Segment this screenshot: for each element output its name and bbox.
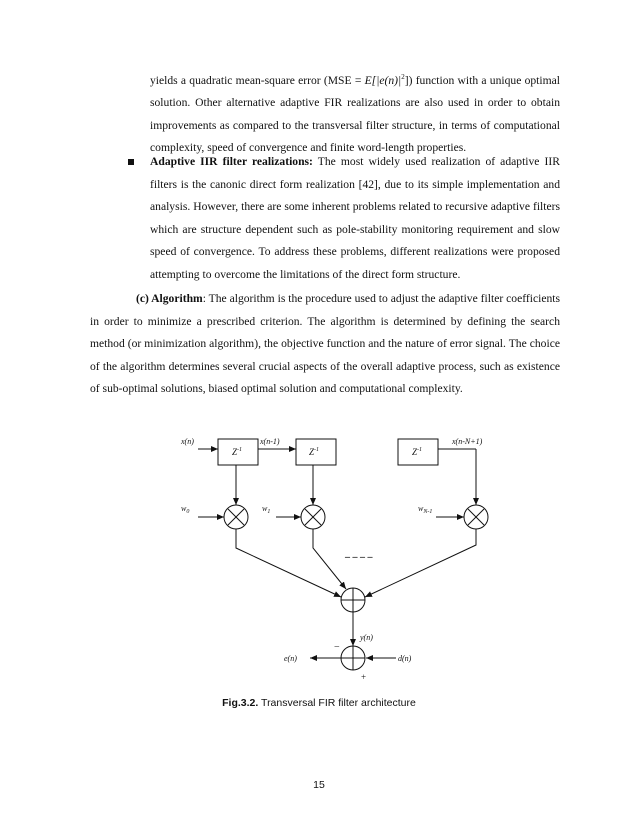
label-yn: y(n) [360, 633, 373, 642]
weight-label-1: $w_1$ [262, 504, 271, 515]
algorithm-heading: (c) Algorithm [136, 292, 203, 305]
paragraph-adaptive-iir: Adaptive IIR filter realizations: The most widely used realization of adaptive IIR filters is the canonic direct form realization [42], due to its simple implementation and analysis. However, there are some inherent problems related to recursive adaptive filters which are structure dependent such as pole-stability monitoring requirement and slow speed of convergence. To address these problems, different realizations were proposed attempting to overcome the limitations of the direct form structure. [150, 155, 560, 281]
summer-node [341, 588, 365, 612]
label-xn-1: x(n-1) [260, 437, 280, 446]
ellipsis-dashes: – – – – [345, 552, 373, 563]
error-summer-node [341, 646, 365, 670]
bullet-heading: Adaptive IIR filter realizations: [150, 155, 313, 168]
product-wire-1 [313, 529, 346, 589]
label-dn: d(n) [398, 654, 412, 663]
paragraph-fir-continuation: yields a quadratic mean-square error $(MSE = E[|e(n)|^2])$ function with a unique optimal solution. Other alternative adaptive FIR realizations are also used in order to obtain improvements as compared to the transversal filter structure, in terms of computational complexity, speed of convergence and finite word-length properties. [150, 73, 560, 155]
delay-label-3: $Z^{-1}$ [412, 447, 423, 457]
delay-label-1: $Z^{-1}$ [232, 447, 243, 457]
multiplier-0 [224, 505, 248, 529]
multiplier-n1 [464, 505, 488, 529]
figure-caption: Fig.3.2. Transversal FIR filter architecture [222, 697, 416, 709]
weight-label-0: $w_0$ [181, 504, 190, 515]
label-xn-n1: x(n-N+1) [452, 437, 483, 446]
plus-sign: + [361, 672, 367, 682]
page-number: 15 [313, 779, 325, 791]
label-en: e(n) [284, 654, 297, 663]
product-wire-n1 [365, 529, 476, 597]
delay-label-2: $Z^{-1}$ [309, 447, 320, 457]
weight-label-n1: $w_{N-1}$ [418, 504, 433, 515]
label-xn: x(n) [181, 437, 194, 446]
minus-sign: − [334, 642, 340, 653]
paragraph-algorithm: (c) Algorithm: The algorithm is the procedure used to adjust the adaptive filter coefficients in order to minimize a prescribed criterion. The algorithm is determined by defining the search method (or minimization algorithm), the objective function and the nature of error signal. The choice of the algorithm determines several crucial aspects of the overall adaptive process, such as existence of sub-optimal solutions, biased optimal solution and computational complexity. [90, 292, 560, 395]
multiplier-1 [301, 505, 325, 529]
